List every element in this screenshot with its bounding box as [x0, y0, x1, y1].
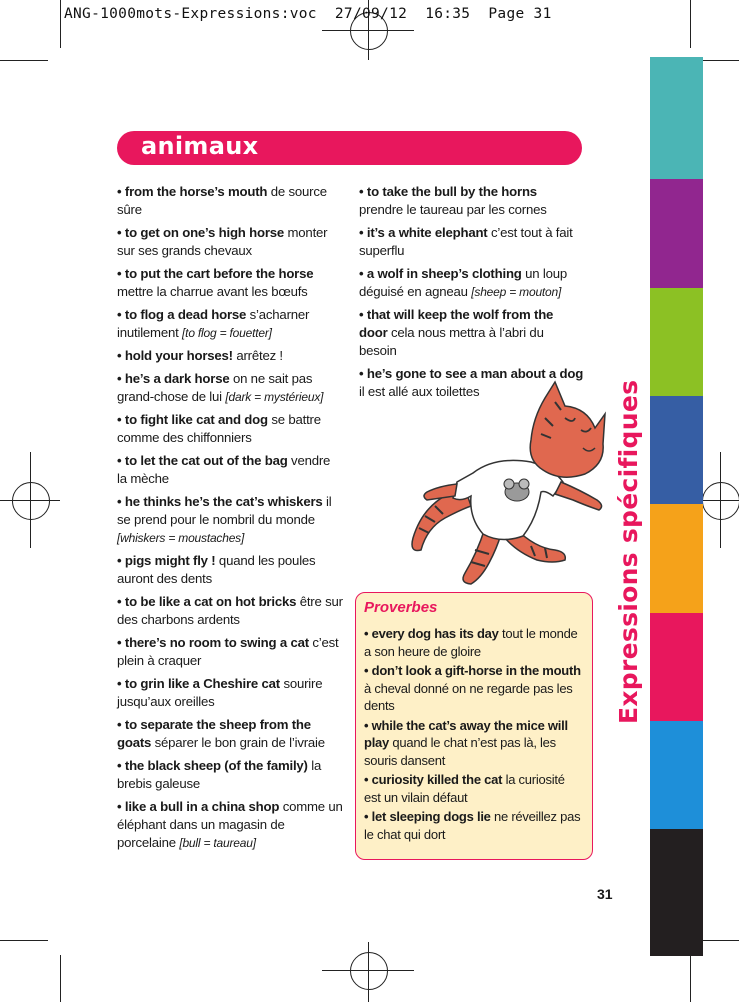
expression-french: séparer le bon grain de l’ivraie — [151, 735, 325, 750]
expression-entry — [364, 625, 584, 660]
expression-entry — [359, 224, 584, 260]
expression-french: ne réveillez pas le chat qui dort — [364, 809, 581, 842]
expression-english: • curiosity killed the cat — [364, 772, 503, 787]
expression-english: • to fight like cat and dog — [117, 412, 268, 427]
expression-english: • like a bull in a china shop — [117, 799, 280, 814]
expression-entry — [117, 757, 343, 793]
expression-french: c’est tout à fait superflu — [359, 225, 573, 258]
registration-line — [368, 942, 369, 1002]
expression-english: • to grin like a Cheshire cat — [117, 676, 280, 691]
expression-entry — [117, 347, 343, 365]
expression-english: • let sleeping dogs lie — [364, 809, 491, 824]
expression-entry — [364, 662, 584, 715]
expression-english: • to put the cart before the horse — [117, 266, 314, 281]
expression-french: on ne sait pas grand-chose de lui — [117, 371, 313, 404]
category-banner — [117, 131, 582, 165]
expression-french: il est allé aux toilettes — [359, 384, 480, 399]
expression-entry — [117, 716, 343, 752]
expression-english: • every dog has its day — [364, 626, 499, 641]
expression-english: • he’s gone to see a man about a dog — [359, 366, 584, 381]
expression-english: • to get on one’s high horse — [117, 225, 285, 240]
expression-english: • to be like a cat on hot bricks — [117, 594, 297, 609]
color-tab — [650, 396, 703, 504]
translation-note: [whiskers = moustaches] — [117, 531, 245, 545]
expression-french: prendre le taureau par les cornes — [359, 202, 547, 217]
translation-note: [dark = mystérieux] — [225, 390, 324, 404]
color-tab — [650, 179, 703, 288]
expression-entry — [117, 370, 343, 406]
expression-french: la curiosité est un vilain défaut — [364, 772, 565, 805]
expression-french: sourire jusqu’aux oreilles — [117, 676, 323, 709]
translation-note: [bull = taureau] — [179, 836, 256, 850]
expression-entry — [359, 306, 584, 360]
expression-english: • he thinks he’s the cat’s whiskers — [117, 494, 323, 509]
expression-entry — [364, 771, 584, 806]
expression-entry — [117, 265, 343, 301]
expression-english: • from the horse’s mouth — [117, 184, 268, 199]
expression-french: un loup déguisé en agneau — [359, 266, 567, 299]
expression-french: monter sur ses grands chevaux — [117, 225, 328, 258]
crop-mark — [0, 940, 48, 941]
section-title: Expressions spécifiques — [614, 379, 643, 724]
expression-french: mettre la charrue avant les bœufs — [117, 284, 308, 299]
expression-entry — [359, 265, 584, 301]
expression-french: il se prend pour le nombril du monde — [117, 494, 332, 527]
registration-line — [720, 452, 721, 548]
expression-french: à cheval donné on ne regarde pas les dents — [364, 680, 573, 713]
expression-french: comme un éléphant dans un magasin de porcelaine — [117, 799, 343, 850]
expression-english: • that will keep the wolf from the door — [359, 307, 554, 340]
crop-mark — [690, 0, 691, 48]
translation-note: [to flog = fouetter] — [182, 326, 272, 340]
expression-english: • to take the bull by the horns — [359, 184, 537, 199]
registration-mark-icon — [12, 482, 50, 520]
expression-english: • hold your horses! — [117, 348, 233, 363]
expression-french: vendre la mèche — [117, 453, 331, 486]
expressions-column-right — [359, 183, 584, 406]
expression-english: • a wolf in sheep’s clothing — [359, 266, 522, 281]
color-tab — [650, 288, 703, 396]
cat-illustration — [405, 378, 615, 593]
color-index-bar — [650, 57, 703, 956]
color-tab — [650, 504, 703, 613]
expression-entry — [117, 452, 343, 488]
expression-entry — [117, 552, 343, 588]
expression-entry — [117, 183, 343, 219]
expression-entry — [364, 717, 584, 770]
expression-english: • there’s no room to swing a cat — [117, 635, 309, 650]
expression-english: • he’s a dark horse — [117, 371, 230, 386]
expression-entry — [117, 411, 343, 447]
expression-english: • to flog a dead horse — [117, 307, 247, 322]
expressions-column-left — [117, 183, 343, 857]
expression-french: cela nous mettra à l’abri du besoin — [359, 325, 544, 358]
proverbs-list — [364, 625, 584, 843]
expression-entry — [117, 675, 343, 711]
registration-mark-icon — [350, 952, 388, 990]
banner-title: animaux — [141, 132, 259, 160]
color-tab — [650, 57, 703, 179]
page-number: 31 — [597, 886, 613, 902]
expression-english: • don’t look a gift-horse in the mouth — [364, 663, 581, 678]
expression-entry — [364, 808, 584, 843]
color-tab — [650, 721, 703, 829]
expression-entry — [117, 798, 343, 852]
crop-mark — [60, 955, 61, 1002]
color-tab — [650, 829, 703, 956]
expression-french: arrêtez ! — [232, 348, 283, 363]
expression-english: • to let the cat out of the bag — [117, 453, 288, 468]
expression-french: de source sûre — [117, 184, 327, 217]
crop-mark — [60, 0, 61, 48]
expression-english: • to separate the sheep from the goats — [117, 717, 311, 750]
print-slug: ANG-1000mots-Expressions:voc 27/09/12 16:35 Page 31 — [64, 6, 552, 22]
expression-english: • the black sheep (of the family) — [117, 758, 308, 773]
expression-french: quand les poules auront des dents — [117, 553, 316, 586]
expression-french: la brebis galeuse — [117, 758, 322, 791]
expression-entry — [359, 183, 584, 219]
expression-entry — [117, 224, 343, 260]
expression-french: quand le chat n’est pas là, les souris dansent — [364, 735, 556, 768]
expression-french: s’acharner inutilement — [117, 307, 310, 340]
expression-entry — [117, 493, 343, 547]
expression-english: • while the cat’s away the mice will play — [364, 717, 568, 750]
proverbs-title: Proverbes — [364, 599, 438, 616]
expression-french: être sur des charbons ardents — [117, 594, 343, 627]
expression-french: se battre comme des chiffonniers — [117, 412, 321, 445]
expression-english: • pigs might fly ! — [117, 553, 216, 568]
expression-english: • it’s a white elephant — [359, 225, 488, 240]
color-tab — [650, 613, 703, 721]
expression-french: c’est plein à craquer — [117, 635, 339, 668]
proverbs-box — [355, 592, 593, 860]
expression-entry — [117, 306, 343, 342]
crop-mark — [0, 60, 48, 61]
crop-mark — [690, 955, 691, 1002]
expression-french: tout le monde a son heure de gloire — [364, 626, 578, 659]
translation-note: [sheep = mouton] — [471, 285, 562, 299]
registration-line — [30, 452, 31, 548]
expression-entry — [117, 634, 343, 670]
expression-entry — [117, 593, 343, 629]
